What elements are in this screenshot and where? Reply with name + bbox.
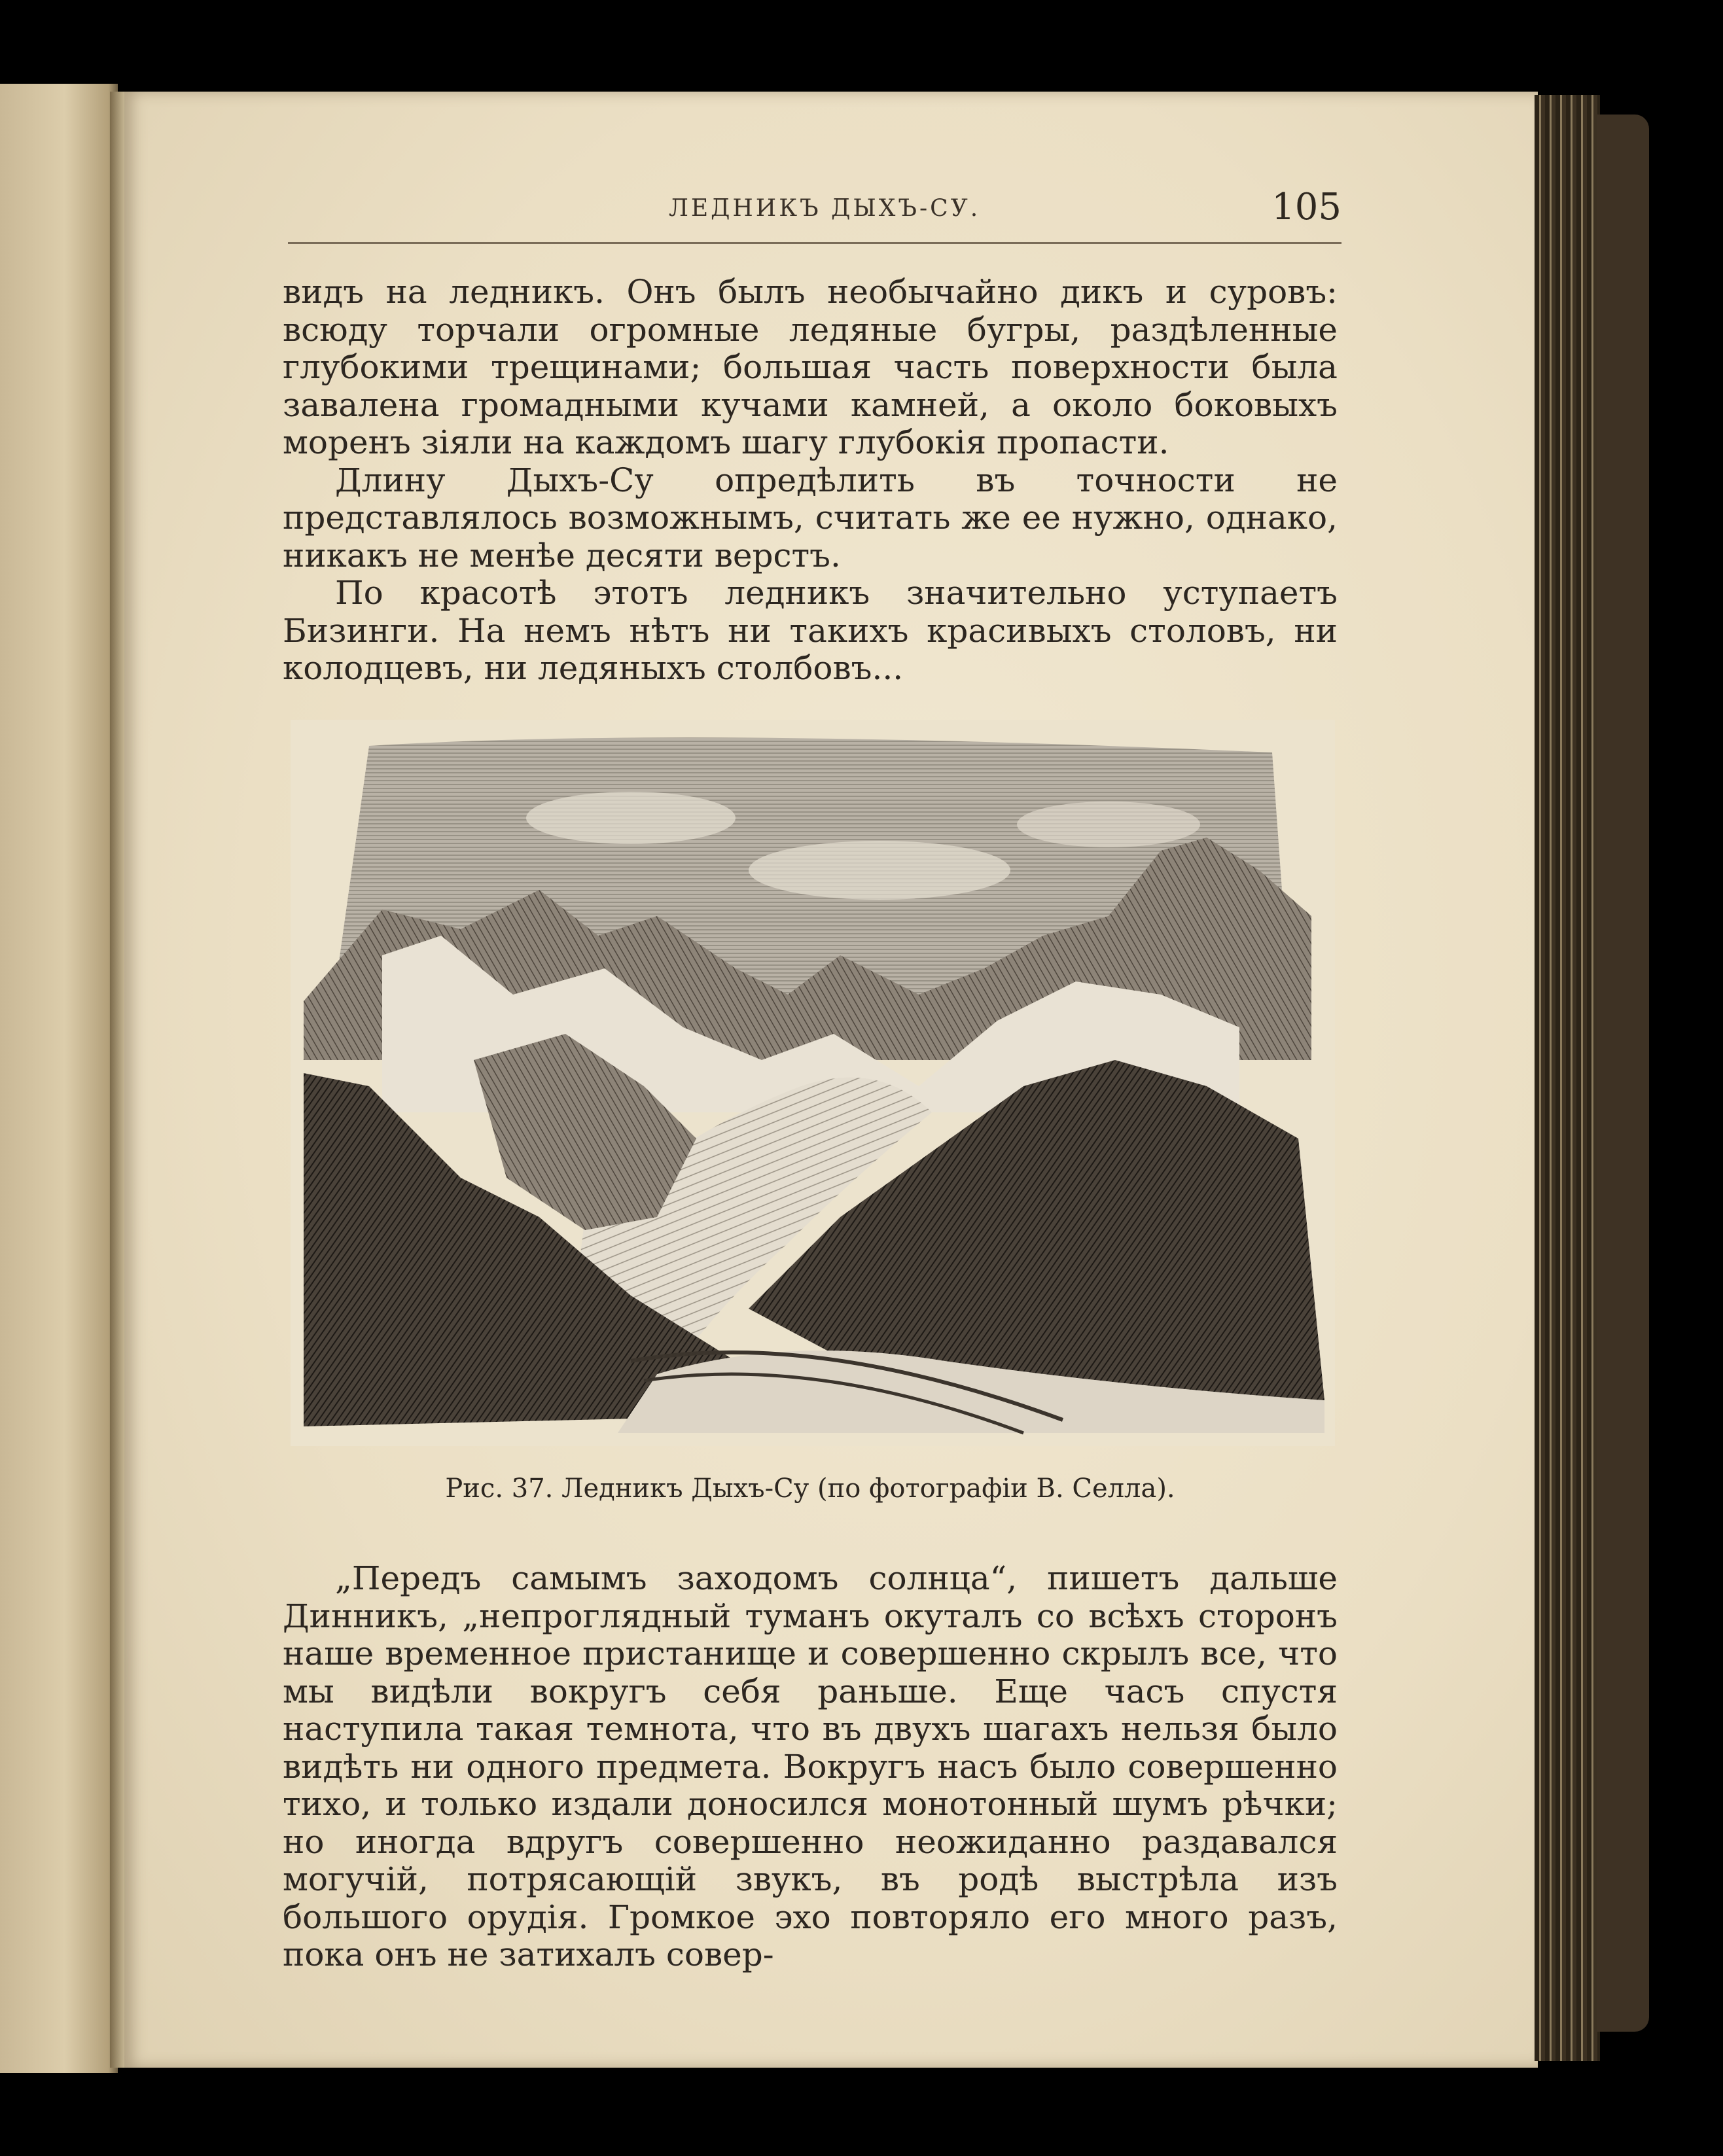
cloud	[1017, 802, 1200, 847]
book-cover-edge	[1597, 115, 1649, 2032]
body-text-top	[283, 274, 1338, 688]
paragraph: Длину Дыхъ-Су опредѣлить въ точности не представлялось возможнымъ, считать же ее нужно, однако, никакъ не менѣе десяти верстъ.	[283, 461, 1338, 574]
cloud	[526, 792, 736, 844]
paragraph: видъ на ледникъ. Онъ былъ необычайно дикъ и суровъ: всюду торчали огромные ледяные бугры, раздѣленные глубокими трещинами; большая часть поверхности была завалена громадными кучами камней, а около боковыхъ моренъ зіяли на каждомъ шагу глубокія пропасти.	[283, 273, 1338, 461]
glacier-engraving	[291, 720, 1335, 1446]
paragraph: „Передъ самымъ заходомъ солнца“, пишетъ дальше Динникъ, „непроглядный туманъ окуталъ со всѣхъ сторонъ наше временное пристанище и совершенно скрылъ все, что мы видѣли вокругъ себя раньше. Еще часъ спустя наступила такая темнота, что въ двухъ шагахъ нельзя было видѣть ни одного предмета. Вокругъ насъ было совершенно тихо, и только издали доносился монотонный шумъ рѣчки; но иногда вдругъ совершенно неожиданно раздавался могучій, потрясающій звукъ, въ родѣ выстрѣла изъ большого орудія. Громкое эхо повторяло его много разъ, пока онъ не затихалъ совер-	[283, 1559, 1338, 1973]
body-text-bottom	[283, 1560, 1338, 1974]
facing-left-page	[0, 84, 118, 2073]
paragraph: По красотѣ этотъ ледникъ значительно уступаетъ Бизинги. На немъ нѣтъ ни такихъ красивыхъ столовъ, ни колодцевъ, ни ледяныхъ столбовъ...	[283, 574, 1338, 687]
running-title: ЛЕДНИКЪ ДЫХЪ-СУ.	[668, 195, 981, 222]
page-number: 105	[1271, 186, 1341, 228]
figure-caption: Рис. 37. Ледникъ Дыхъ-Су (по фотографіи В. Селла).	[445, 1474, 1175, 1504]
page-edges	[1535, 95, 1600, 2061]
glacier-illustration	[291, 720, 1335, 1446]
running-header	[288, 186, 1341, 244]
cloud	[749, 841, 1010, 900]
